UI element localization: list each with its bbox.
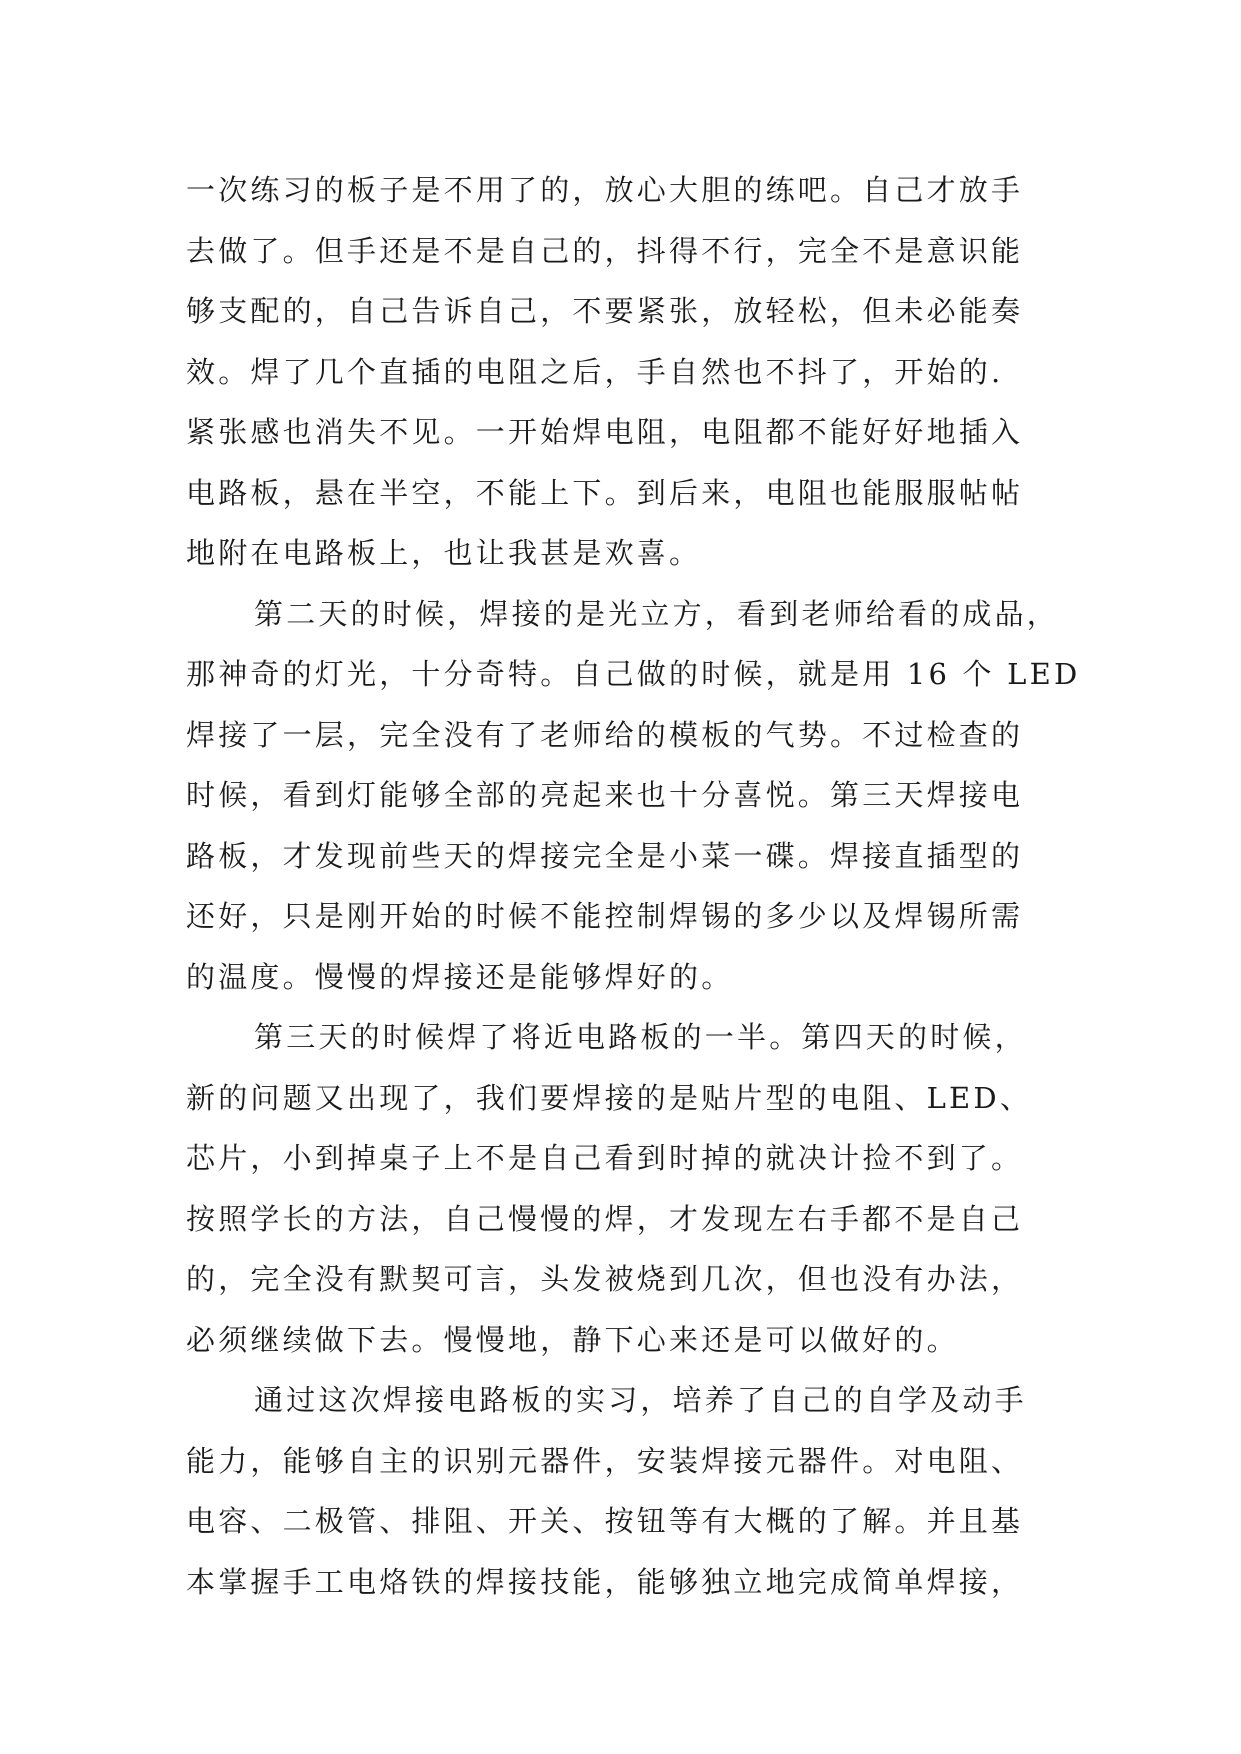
text-line: 时候，看到灯能够全部的亮起来也十分喜悦。第三天焊接电 xyxy=(186,778,1024,812)
text-line: 那神奇的灯光，十分奇特。自己做的时候，就是用 16 个 LED xyxy=(186,657,1081,691)
text-line: 电容、二极管、排阻、开关、按钮等有大概的了解。并且基 xyxy=(186,1504,1024,1538)
text-line: 新的问题又出现了，我们要焊接的是贴片型的电阻、LED、 xyxy=(186,1080,1033,1115)
body-text xyxy=(186,160,1081,1612)
text-line: 还好，只是刚开始的时候不能控制焊锡的多少以及焊锡所需 xyxy=(186,899,1024,933)
text-line: 能力，能够自主的识别元器件，安装焊接元器件。对电阻、 xyxy=(186,1443,1024,1478)
text-line: 焊接了一层，完全没有了老师给的模板的气势。不过检查的 xyxy=(186,717,1024,752)
text-line: 路板，才发现前些天的焊接完全是小菜一碟。焊接直插型的 xyxy=(186,838,1024,873)
text-line: 紧张感也消失不见。一开始焊电阻，电阻都不能好好地插入 xyxy=(186,415,1024,449)
text-line: 地附在电路板上，也让我甚是欢喜。 xyxy=(186,536,702,570)
text-line: 电路板，悬在半空，不能上下。到后来，电阻也能服服帖帖 xyxy=(186,475,1024,510)
text-line: 去做了。但手还是不是自己的，抖得不行，完全不是意识能 xyxy=(186,233,1024,268)
text-line: 够支配的，自己告诉自己，不要紧张，放轻松，但未必能奏 xyxy=(186,294,1024,328)
text-line: 效。焊了几个直插的电阻之后，手自然也不抖了，开始的. xyxy=(186,354,1004,389)
text-line: 按照学长的方法，自己慢慢的焊，才发现左右手都不是自己 xyxy=(186,1201,1024,1236)
text-line: 芯片，小到掉桌子上不是自己看到时掉的就决计捡不到了。 xyxy=(186,1141,1024,1175)
paragraph-start-line: 第三天的时候焊了将近电路板的一半。第四天的时候， xyxy=(254,1020,1027,1054)
paragraph-start-line: 通过这次焊接电路板的实习，培养了自己的自学及动手 xyxy=(254,1383,1027,1417)
text-line: 的，完全没有默契可言，头发被烧到几次，但也没有办法， xyxy=(186,1262,1024,1296)
text-line: 的温度。慢慢的焊接还是能够焊好的。 xyxy=(186,959,734,994)
paragraph-start-line: 第二天的时候，焊接的是光立方，看到老师给看的成品， xyxy=(254,596,1060,631)
text-line: 本掌握手工电烙铁的焊接技能，能够独立地完成简单焊接， xyxy=(186,1564,1024,1599)
text-line: 必须继续做下去。慢慢地，静下心来还是可以做好的。 xyxy=(186,1322,959,1357)
text-line: 一次练习的板子是不用了的，放心大胆的练吧。自己才放手 xyxy=(186,173,1024,207)
